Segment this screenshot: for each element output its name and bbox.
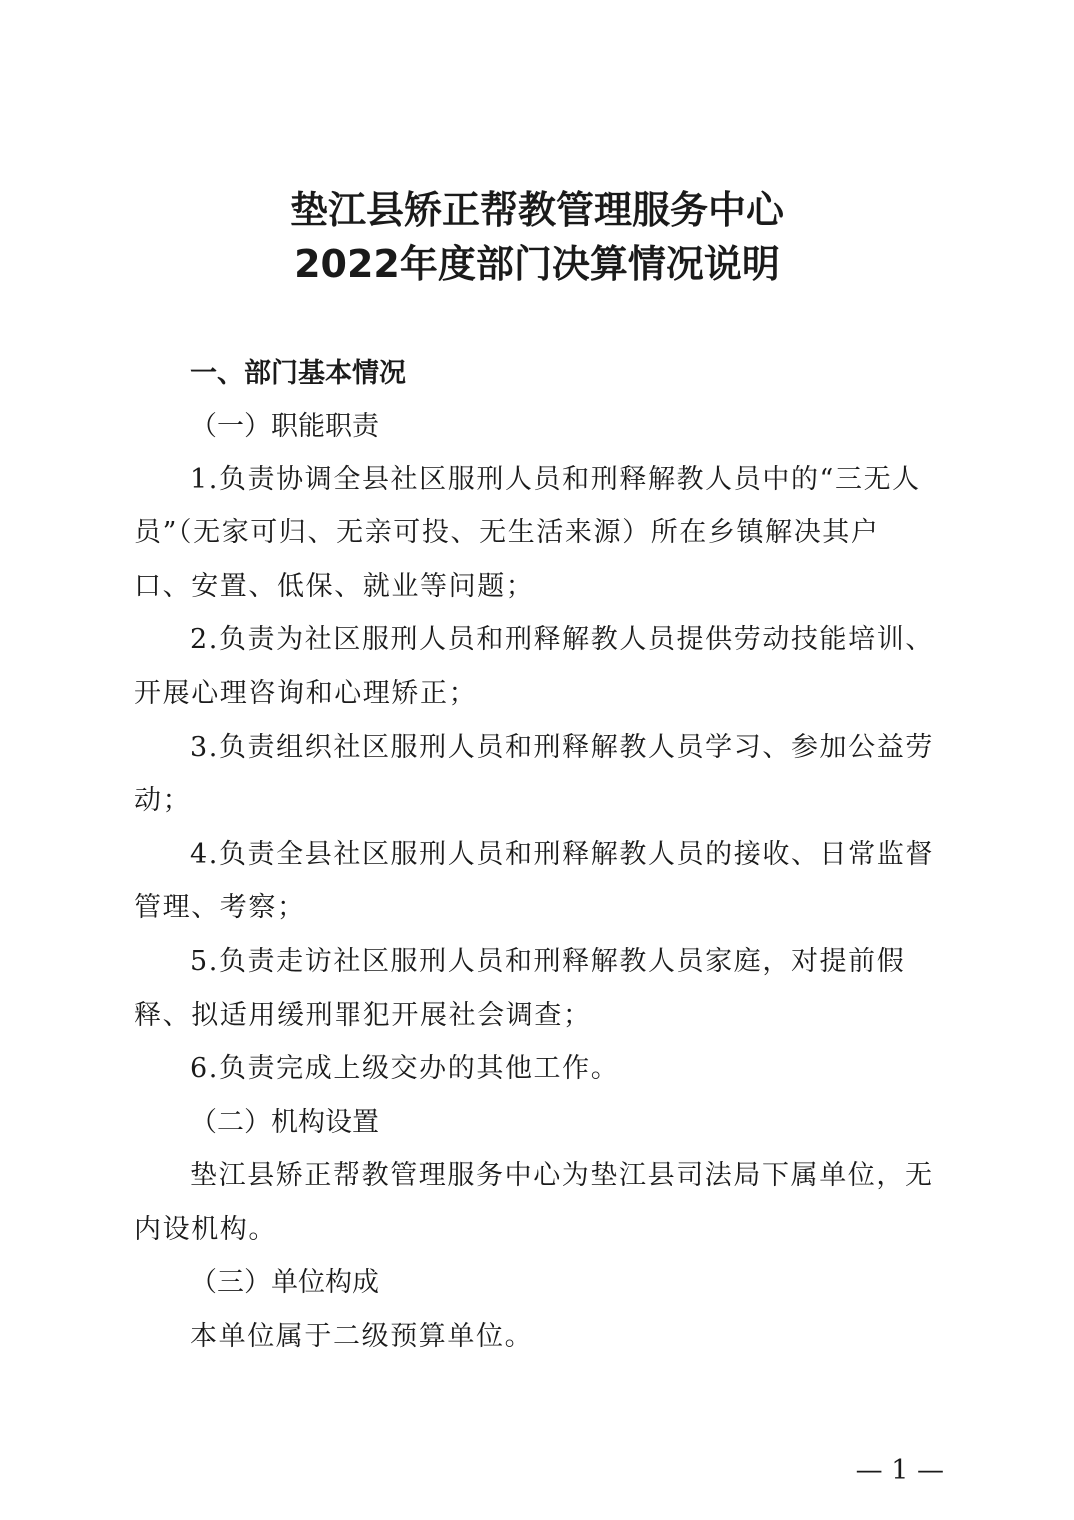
duty-item-5-line-2: 释、拟适用缓刑罪犯开展社会调查；: [134, 1000, 592, 1031]
duty-item-3-line-1: 3.负责组织社区服刑人员和刑释解教人员学习、参加公益劳: [190, 732, 934, 763]
duty-item-1-line-3: 口、安置、低保、就业等问题；: [134, 571, 535, 602]
duty-item-1-line-1: 1.负责协调全县社区服刑人员和刑释解教人员中的“三无人: [190, 464, 921, 495]
duty-item-4-line-1: 4.负责全县社区服刑人员和刑释解教人员的接收、日常监督: [190, 839, 934, 870]
unit-composition-paragraph: 本单位属于二级预算单位。: [190, 1321, 534, 1352]
duty-item-1-line-2: 员”（无家可归、无亲可投、无生活来源）所在乡镇解决其户: [134, 517, 880, 548]
duty-item-4-line-2: 管理、考察；: [134, 892, 306, 923]
subsection-heading-unit-composition: （三）单位构成: [190, 1267, 379, 1298]
section-heading-basic-info: 一、部门基本情况: [190, 358, 406, 389]
document-title-line-1: 垫江县矫正帮教管理服务中心: [289, 188, 784, 232]
duty-item-3-line-2: 动；: [134, 785, 192, 816]
document-title-line-2: 2022年度部门决算情况说明: [294, 242, 780, 286]
subsection-heading-duties: （一）职能职责: [190, 411, 379, 442]
subsection-heading-organization: （二）机构设置: [190, 1107, 379, 1138]
organization-paragraph-line-1: 垫江县矫正帮教管理服务中心为垫江县司法局下属单位，无: [190, 1160, 934, 1191]
duty-item-6-line-1: 6.负责完成上级交办的其他工作。: [190, 1053, 620, 1084]
duty-item-5-line-1: 5.负责走访社区服刑人员和刑释解教人员家庭，对提前假: [190, 946, 906, 977]
duty-item-2-line-2: 开展心理咨询和心理矫正；: [134, 678, 478, 709]
organization-paragraph-line-2: 内设机构。: [134, 1214, 277, 1245]
duty-item-2-line-1: 2.负责为社区服刑人员和刑释解教人员提供劳动技能培训、: [190, 624, 934, 655]
page-number: — 1 —: [855, 1455, 944, 1486]
